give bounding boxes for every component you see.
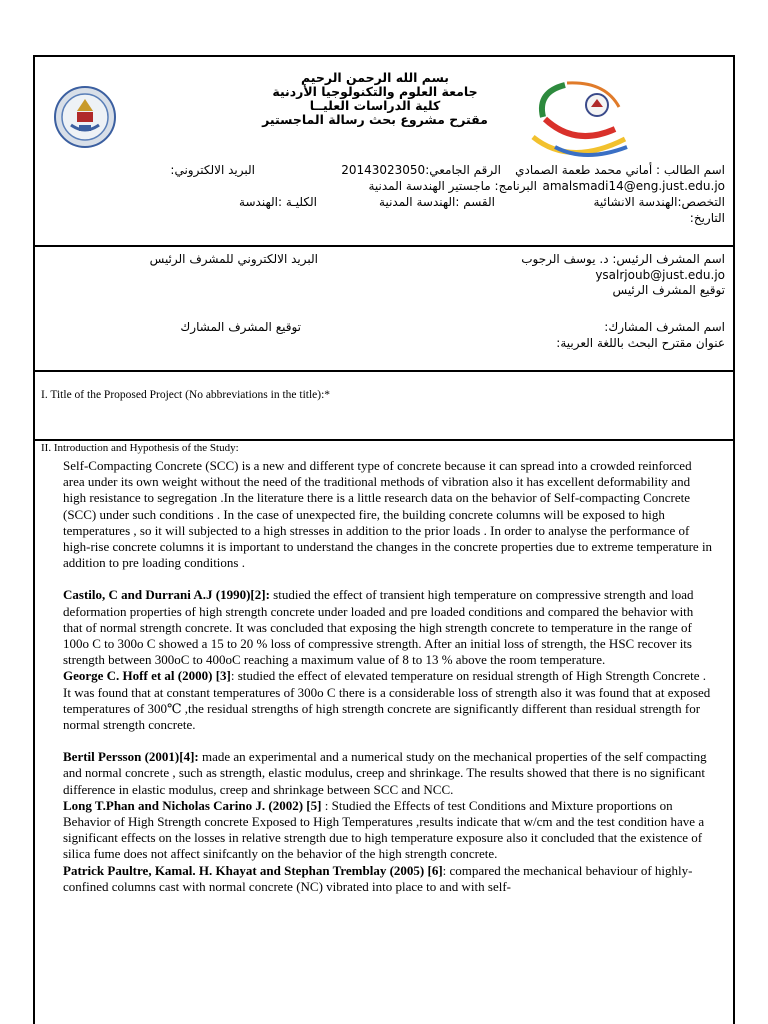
section-2-heading: II. Introduction and Hypothesis of the Study: — [41, 442, 239, 454]
introduction-body — [63, 458, 715, 895]
header-box — [35, 57, 733, 247]
ref-text: : studied the effect of elevated temperature on residual strength of High Strength Concrete . It was found that at constant temperatures of 300o C there is a considerable loss of strength also it was found that at exposed temperatures of 300℃ ,the residual strengths of high strength concrete are significantly different than residual strength for normal strength concrete. — [63, 668, 711, 733]
form-title: مقترح مشروع بحث رسالة الماجستير — [262, 112, 488, 127]
ref-text: studied the effect of transient high temperature on compressive strength and load deformation properties of high strength concrete under loaded and pre loaded conditions and compared the behavior with that of normal strength concrete. It was concluded that exposing the high strength concrete to temperature in the range of 100o C to 300o C showed a 15 to 20 % loss of compressive strength. After an initial loss of strength, the HSC recover its strength between 300oC to 400oC reaching a maximum value of 8 to 13 % above the room temperature. — [63, 587, 694, 668]
date-label: التاريخ: — [689, 211, 725, 225]
specialization: التخصص:الهندسة الانشائية — [593, 195, 725, 209]
basmala: بسم الله الرحمن الرحيم — [301, 70, 449, 85]
university-seal-icon — [53, 85, 117, 149]
ref-author: Patrick Paultre, Kamal. H. Khayat and Stephan Tremblay (2005) [6] — [63, 862, 443, 878]
main-supervisor-email: ysalrjoub@just.edu.jo — [595, 268, 725, 282]
ref-author: Bertil Persson (2001)[4]: — [63, 749, 199, 765]
student-email-value: amalsmadi14@eng.just.edu.jo — [542, 179, 725, 193]
university-name: جامعة العلوم والتكنولوجيا الأردنية — [272, 84, 478, 99]
ref-paragraph — [63, 587, 715, 668]
ref-paragraph — [63, 798, 715, 863]
student-name: اسم الطالب : أماني محمد طعمة الصمادي — [515, 163, 725, 177]
faculty-name: كلية الدراسات العليــا — [309, 98, 441, 113]
student-email-label: البريد الالكتروني: — [170, 163, 255, 177]
ref-author: Long T.Phan and Nicholas Carino J. (2002) [5] — [63, 797, 322, 813]
header-title-block — [240, 71, 510, 127]
ref-text: made an experimental and a numerical study on the mechanical properties of the self compacting and normal concrete , such as strength, elastic modulus, creep and shrinkage. The results showed that there is no significant difference in elastic modulus, creep and shrinkage between SCC and NCC. — [63, 749, 707, 797]
ref-author: George C. Hoff et al (2000) [3] — [63, 668, 231, 684]
section-title — [35, 373, 733, 441]
section-1-heading: I. Title of the Proposed Project (No abbreviations in the title):* — [41, 389, 331, 401]
arabic-title-label: عنوان مقترح البحث باللغة العربية: — [556, 336, 725, 350]
supervisors-box — [35, 248, 733, 372]
ref-paragraph — [63, 863, 715, 895]
student-id: الرقم الجامعي:20143023050 — [341, 163, 501, 177]
department: القسم :الهندسة المدنية — [379, 195, 495, 209]
college: الكليـة :الهندسة — [239, 195, 317, 209]
graduate-studies-logo-icon — [515, 77, 635, 163]
ref-paragraph — [63, 668, 715, 733]
co-supervisor-name: اسم المشرف المشارك: — [604, 320, 725, 334]
ref-text: : Studied the Effects of test Conditions and Mixture proportions on Behavior of High Strength concrete Exposed to High Temperatures ,results indicate that w/cm and the test condition have a significant effects on the losses in relative strength due to high temperature exposure also it concluded that the existence of silica fume does not affect sinifcantly on the behavior of the high strength concrete. — [63, 797, 705, 862]
intro-paragraph: Self-Compacting Concrete (SCC) is a new and different type of concrete because it can spread into a crowded reinforced area under its own weight without the need of the traditional methods of vibration also it has excellent deformability and high resistance to segregation .In the literature there is a little research data on the behavior of Self-compacting Concrete (SCC) under such conditions . In the case of unexpected fire, the building concrete columns will be exposed to high temperatures , so it will subjected to a high stresses in addition to the prior loads . In order to analyse the performance of high-rise concrete columns it is important to understand the changes in the concrete properties due to extreme temperature in addition to pre loading conditions . — [63, 458, 713, 571]
ref-author: Castilo, C and Durrani A.J (1990)[2]: — [63, 587, 270, 603]
co-supervisor-signature: توقيع المشرف المشارك — [180, 320, 301, 334]
program: البرنامج: ماجستير الهندسة المدنية — [368, 179, 537, 193]
main-supervisor-email-label: البريد الالكتروني للمشرف الرئيس — [149, 252, 318, 266]
form-frame — [33, 55, 735, 1024]
main-supervisor-signature: توقيع المشرف الرئيس — [612, 283, 725, 297]
ref-text: : compared the mechanical behaviour of highly-confined columns cast with normal concrete (NC) vibrated into place to and with self- — [63, 862, 693, 894]
section-introduction — [35, 442, 733, 1024]
ref-paragraph — [63, 749, 715, 798]
main-supervisor-name: اسم المشرف الرئيس: د. يوسف الرجوب — [521, 252, 725, 266]
